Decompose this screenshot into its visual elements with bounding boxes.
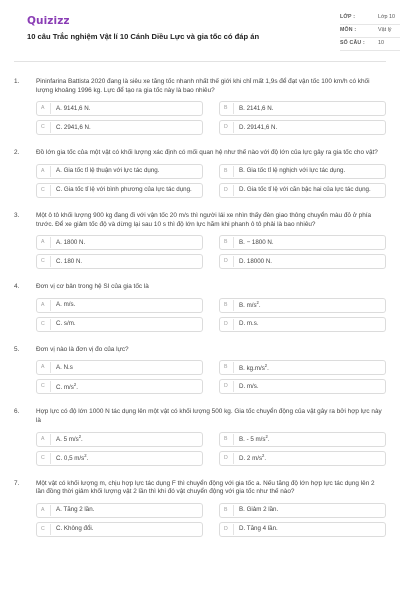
option-text-main: A. Gia tốc tỉ lệ thuận với lực tác dụng. (56, 167, 160, 175)
option-superscript: 2 (73, 381, 77, 387)
answer-option-a[interactable] (36, 360, 203, 375)
question-number: 6. (14, 408, 20, 416)
option-letter: C (41, 524, 51, 535)
meta-key: SỐ CÂU : (340, 40, 365, 47)
option-text-main: B. Giảm 2 lần. (239, 506, 279, 514)
option-letter: C (41, 453, 51, 464)
option-letter: D (224, 185, 234, 196)
option-text-main: B. 2141,6 N. (239, 104, 274, 112)
option-letter: B (224, 166, 234, 177)
option-text-suffix: . (267, 436, 270, 444)
option-text (239, 105, 273, 113)
answer-option-d[interactable] (219, 379, 386, 394)
question-item (14, 408, 386, 465)
question-list (14, 78, 386, 537)
answer-option-d[interactable] (219, 183, 386, 198)
option-text-main: B. Gia tốc tỉ lệ nghịch với lực tác dụng. (239, 167, 346, 175)
question-text: Một vật có khối lượng m, chịu hợp lực tác dụng F thì chuyển động với gia tốc a. Nếu tăng độ lớn hợp lực tác dụng lên 2 lần đồng thời giảm khối lượng vật 2 lần thì khi đó vật chuyển động với gia tốc như thế nào? (36, 479, 375, 496)
option-superscript: 2 (264, 362, 268, 368)
option-text-suffix: . (264, 455, 267, 463)
answer-option-a[interactable] (36, 235, 203, 250)
option-text-main: B. - 5 m/s (239, 436, 266, 444)
meta-key: LỚP : (340, 14, 356, 21)
option-letter: B (224, 505, 234, 516)
option-text (56, 453, 88, 463)
option-text (56, 186, 192, 194)
option-text-main: A. 1800 N. (56, 238, 86, 246)
answer-option-c[interactable] (36, 183, 203, 198)
answer-option-a[interactable] (36, 101, 203, 116)
option-text-main: B. m/s (239, 302, 257, 310)
answer-options (36, 503, 386, 537)
question-item (14, 149, 386, 198)
option-superscript: 2 (78, 434, 82, 440)
answer-option-a[interactable] (36, 298, 203, 313)
question-item (14, 212, 386, 269)
answer-option-c[interactable] (36, 522, 203, 537)
option-text (56, 382, 78, 392)
option-text-suffix: . (267, 364, 269, 372)
option-text (239, 124, 277, 132)
worksheet-title: 10 câu Trắc nghiệm Vật lí 10 Cánh Diều Lực và gia tốc có đáp án (27, 32, 260, 41)
option-text (56, 258, 82, 266)
question-text: Một ô tô khối lượng 900 kg đang đi với vận tốc 20 m/s thì người lái xe nhìn thấy đèn giao thông chuyển màu đỏ ở phía trước. Để xe giảm tốc độ và dừng lại sau 10 s thì độ lớn lực hãm khi phanh ô tô phải là bao nhiêu? (36, 211, 372, 228)
option-text (56, 105, 90, 113)
answer-option-b[interactable] (219, 503, 386, 518)
answer-option-d[interactable] (219, 451, 386, 466)
option-letter: D (224, 256, 234, 267)
option-letter: C (41, 319, 51, 330)
question-number: 3. (14, 211, 20, 219)
option-letter: C (41, 256, 51, 267)
option-superscript: 2 (262, 453, 265, 459)
option-superscript: 2 (256, 300, 259, 306)
option-text-suffix: . (76, 383, 78, 391)
quizizz-logo: Quizizz (27, 15, 70, 27)
option-letter: B (224, 434, 234, 445)
option-letter: C (41, 122, 51, 133)
question-number: 5. (14, 345, 20, 353)
option-text-main: C. 0,5 m/s (56, 455, 85, 463)
answer-option-c[interactable] (36, 254, 203, 269)
answer-option-d[interactable] (219, 317, 386, 332)
answer-option-b[interactable] (219, 235, 386, 250)
option-text (56, 506, 94, 514)
meta-row-class (340, 12, 400, 25)
option-letter: D (224, 319, 234, 330)
question-item (14, 480, 386, 537)
option-text (239, 186, 371, 194)
option-text (56, 301, 75, 309)
option-text (56, 124, 91, 132)
option-text-main: C. m/s (56, 383, 74, 391)
answer-option-c[interactable] (36, 120, 203, 135)
option-text-main: B. − 1800 N. (239, 238, 274, 246)
option-text (239, 167, 345, 175)
option-text-main: D. m/s. (239, 382, 259, 390)
option-text-suffix: . (81, 436, 83, 444)
meta-value: Vật lý (378, 27, 392, 34)
option-letter: D (224, 122, 234, 133)
option-text (56, 434, 83, 444)
question-item (14, 346, 386, 395)
question-text: Pininfarina Battista 2020 đang là siêu xe tăng tốc nhanh nhất thế giới khi chỉ mất 1,9s để đạt vận tốc 100 km/h có khối lượng khoảng 1996 kg. Lực để tạo ra gia tốc này là bao nhiêu? (36, 78, 370, 94)
option-text-main: D. m.s. (239, 320, 259, 328)
answer-option-b[interactable] (219, 432, 386, 447)
question-item (14, 78, 386, 135)
worksheet-header (14, 0, 396, 62)
answer-options (36, 235, 386, 269)
option-text (239, 258, 272, 266)
question-number: 7. (14, 479, 20, 487)
question-text: Đồ lớn gia tốc của một vật có khối lượng xác định có mối quan hệ như thế nào với độ lớn của lực gây ra gia tốc cho vật? (36, 149, 378, 157)
answer-options (36, 432, 386, 466)
option-text (239, 320, 259, 328)
option-superscript: 2 (84, 453, 87, 459)
question-number: 1. (14, 78, 20, 85)
option-text (239, 239, 274, 247)
option-letter: D (224, 381, 234, 392)
option-letter: C (41, 381, 51, 392)
meta-key: MÔN : (340, 27, 357, 34)
option-letter: A (41, 237, 51, 248)
option-text (239, 506, 278, 514)
answer-options (36, 101, 386, 135)
answer-option-b[interactable] (219, 164, 386, 179)
option-text-main: D. 18000 N. (239, 257, 273, 265)
meta-value: Lớp 10 (378, 14, 396, 21)
answer-options (36, 298, 386, 332)
option-text-main: A. Tăng 2 lần. (56, 506, 95, 514)
answer-option-b[interactable] (219, 101, 386, 116)
option-text (239, 434, 270, 444)
option-text-main: C. 2941,6 N. (56, 123, 91, 131)
option-letter: D (224, 453, 234, 464)
option-text-main: A. N.s (56, 363, 73, 371)
option-text-suffix: . (86, 455, 89, 463)
answer-option-d[interactable] (219, 120, 386, 135)
option-text-main: A. 5 m/s (56, 436, 79, 444)
answer-option-a[interactable] (36, 432, 203, 447)
option-letter: A (41, 300, 51, 311)
question-text: Hợp lực có độ lớn 1000 N tác dụng lên một vật có khối lượng 500 kg. Gia tốc chuyển động của vật gây ra bởi hợp lực này là (36, 408, 382, 425)
meta-row-subject (340, 25, 400, 38)
option-letter: B (224, 237, 234, 248)
option-text-main: D. Gia tốc tỉ lệ với căn bậc hai của lực tác dụng. (239, 186, 371, 194)
option-text (239, 383, 259, 391)
option-text (56, 167, 159, 175)
answer-options (36, 360, 386, 394)
option-text-main: C. Không đổi. (56, 525, 94, 533)
option-text-main: A. m/s. (56, 301, 76, 309)
option-text (56, 320, 76, 328)
answer-option-d[interactable] (219, 522, 386, 537)
answer-option-a[interactable] (36, 503, 203, 518)
option-letter: B (224, 103, 234, 114)
option-text-main: C. 180 N. (56, 257, 83, 265)
option-text (239, 363, 269, 373)
option-text-suffix: . (258, 302, 261, 310)
question-item (14, 283, 386, 332)
option-text (56, 525, 94, 533)
answer-option-b[interactable] (219, 360, 386, 375)
answer-options (36, 164, 386, 198)
option-letter: B (224, 362, 234, 373)
answer-option-b[interactable] (219, 298, 386, 313)
option-text-main: B. kg.m/s (239, 364, 265, 372)
meta-row-count (340, 38, 400, 51)
option-letter: A (41, 362, 51, 373)
answer-option-a[interactable] (36, 164, 203, 179)
option-letter: A (41, 103, 51, 114)
option-text-main: D. Tăng 4 lần. (239, 525, 278, 533)
option-letter: A (41, 434, 51, 445)
meta-value: 10 (378, 40, 384, 47)
option-text (239, 300, 261, 310)
option-text-main: D. 2 m/s (239, 455, 263, 463)
option-superscript: 2 (265, 434, 268, 440)
question-text: Đơn vị nào là đơn vị đo của lực? (36, 345, 129, 353)
option-text (239, 525, 278, 533)
answer-option-c[interactable] (36, 451, 203, 466)
answer-option-d[interactable] (219, 254, 386, 269)
worksheet-meta (340, 12, 400, 51)
option-text-main: A. 9141,6 N. (56, 104, 91, 112)
option-letter: A (41, 166, 51, 177)
option-text (56, 364, 73, 372)
option-text-main: C. s/m. (56, 320, 76, 328)
option-letter: C (41, 185, 51, 196)
answer-option-c[interactable] (36, 317, 203, 332)
option-text (56, 239, 85, 247)
option-letter: A (41, 505, 51, 516)
option-text-main: C. Gia tốc tỉ lệ với bình phương của lực tác dụng. (56, 186, 192, 194)
question-number: 4. (14, 283, 20, 291)
question-text: Đơn vị cơ bản trong hệ SI của gia tốc là (36, 283, 149, 291)
option-letter: D (224, 524, 234, 535)
answer-option-c[interactable] (36, 379, 203, 394)
question-number: 2. (14, 149, 20, 157)
option-text-main: D. 29141,6 N. (239, 123, 278, 131)
option-letter: B (224, 300, 234, 311)
option-text (239, 453, 266, 463)
